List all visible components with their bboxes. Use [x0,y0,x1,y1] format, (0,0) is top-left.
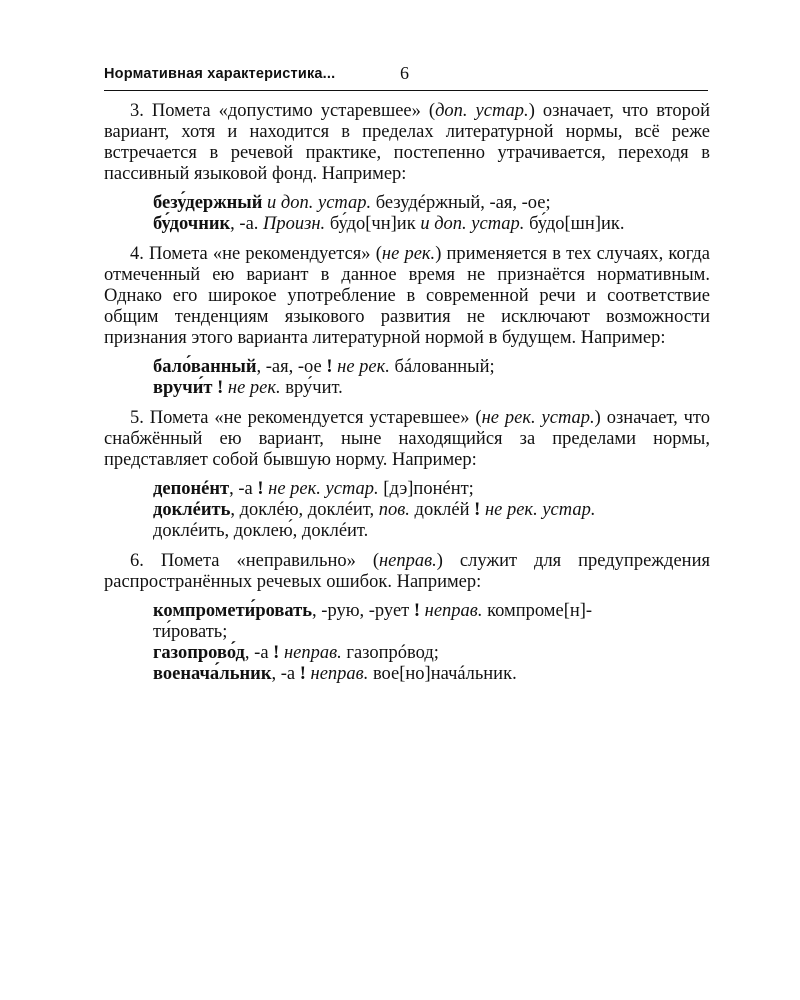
example-line: депонéнт, -а ! не рек. устар. [дэ]понéнт; [153,479,474,499]
paragraph-3: 3. Помета «допустимо устаревшее» (доп. устар.) означает, что второй вариант, хотя и находится в пределах литературной нормы, всё реже встречается в речевой практике, постепенно утрачивается, переходя в пассивный языковой фонд. Например: [104,101,710,184]
example-line: бу́дочник, -а. Произн. бу́до[чн]ик и доп. устар. бу́до[шн]ик. [153,214,625,234]
paragraph-5: 5. Помета «не рекомендуется устаревшее» (не рек. устар.) означает, что снабжённый ею вариант, ныне находящийся за пределами нормы, представляет собой бывшую норму. Например: [104,408,711,470]
examples-5 [153,479,710,542]
examples-6 [153,601,710,685]
exclamation-mark: ! [257,479,264,499]
header-title: Нормативная характеристика... [104,66,336,82]
page-number: 6 [400,63,409,83]
running-header [104,63,708,91]
examples-4 [153,357,710,399]
example-line-continued: доклéить, доклею́, доклéит. [153,521,369,541]
exclamation-mark: ! [217,378,224,398]
example-line: бало́ванный, -ая, -ое ! не рек. бáлованный; [153,357,495,377]
exclamation-mark: ! [413,601,421,621]
paragraph-4: 4. Помета «не рекомендуется» (не рек.) применяется в тех случаях, когда отмеченный ею вариант в данное время не признаётся нормативным. Однако его широкое употребление в современной речи и соответствие общим тенденциям языкового развития не исключают возможности признания этого варианта литературной нормой в будущем. Например: [104,244,710,348]
example-line: доклéить, доклéю, доклéит, пов. доклéй ! не рек. устар. [153,500,596,520]
exclamation-mark: ! [299,664,306,684]
paragraph-6: 6. Помета «неправильно» (неправ.) служит для предупреждения распространённых речевых ошибок. Например: [104,551,710,592]
exclamation-mark: ! [474,500,481,520]
exclamation-mark: ! [326,357,333,377]
example-line: безу́держный и доп. устар. безудéржный, -ая, -ое; [153,193,551,213]
example-line: военача́льник, -а ! неправ. вое[но]начáльник. [153,664,517,684]
example-line: вручи́т ! не рек. вру́чит. [153,378,343,398]
page-content [104,101,710,694]
example-line: компромети́ровать, -рую, -рует ! неправ. компроме[н]- [153,601,593,621]
example-line-continued: ти́ровать; [153,622,228,642]
example-line: газопрово́д, -а ! неправ. газопрóвод; [153,643,439,663]
examples-3 [153,193,710,235]
exclamation-mark: ! [273,643,280,663]
